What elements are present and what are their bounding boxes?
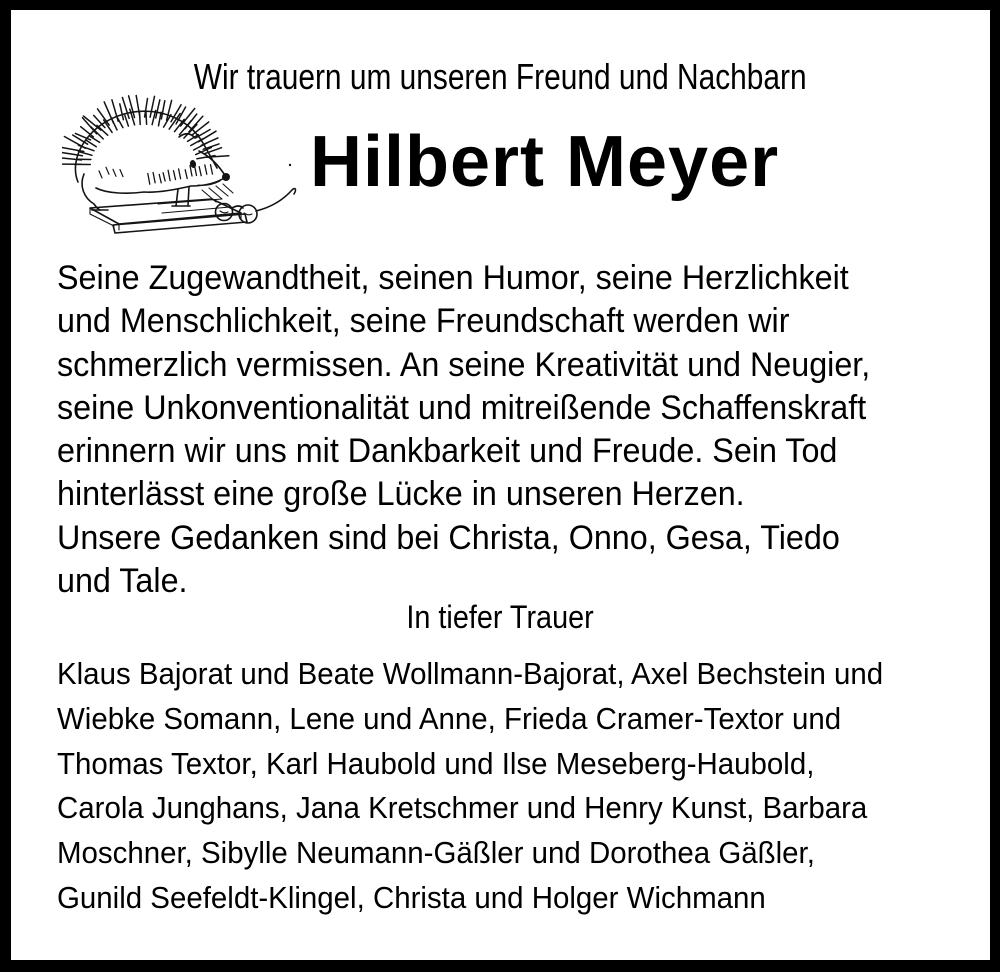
deceased-name: Hilbert Meyer: [310, 122, 780, 202]
mourners-line: Moschner, Sibylle Neumann-Gäßler und Dorothea Gäßler,: [57, 835, 815, 871]
closing-text: In tiefer Trauer: [406, 599, 595, 635]
mourners-line: Carola Junghans, Jana Kretschmer und Henry Kunst, Barbara: [57, 790, 868, 826]
body-line: Unsere Gedanken sind bei Christa, Onno, Gesa, Tiedo: [57, 518, 840, 557]
mourners-line: Thomas Textor, Karl Haubold und Ilse Meseberg-Haubold,: [57, 745, 815, 781]
mourners-line: Gunild Seefeldt-Klingel, Christa und Holger Wichmann: [57, 879, 766, 915]
body-line: erinnern wir uns mit Dankbarkeit und Freude. Sein Tod: [57, 432, 838, 471]
body-line: seine Unkonventionalität und mitreißende Schaffenskraft: [57, 388, 867, 427]
hedgehog-illustration: [62, 94, 302, 236]
obituary-page: [11, 10, 990, 960]
body-line: Seine Zugewandtheit, seinen Humor, seine Herzlichkeit: [57, 259, 849, 297]
intro-text: Wir trauern um unseren Freund und Nachbarn: [194, 56, 807, 97]
body-line: und Menschlichkeit, seine Freundschaft werden wir: [57, 302, 790, 341]
mourners-line: Klaus Bajorat und Beate Wollmann-Bajorat, Axel Bechstein und: [57, 656, 884, 691]
closing-line: [11, 597, 990, 637]
mourners-list: [57, 652, 927, 921]
body-line: hinterlässt eine große Lücke in unseren Herzen.: [57, 475, 745, 514]
obituary-body: [57, 257, 913, 603]
intro-line: [11, 55, 990, 99]
body-line: schmerzlich vermissen. An seine Kreativität und Neugier,: [57, 345, 871, 384]
body-line: und Tale.: [57, 562, 188, 601]
hedgehog-on-book-with-glasses-icon: [62, 94, 302, 236]
mourners-line: Wiebke Somann, Lene und Anne, Frieda Cramer-Textor und: [57, 700, 842, 736]
